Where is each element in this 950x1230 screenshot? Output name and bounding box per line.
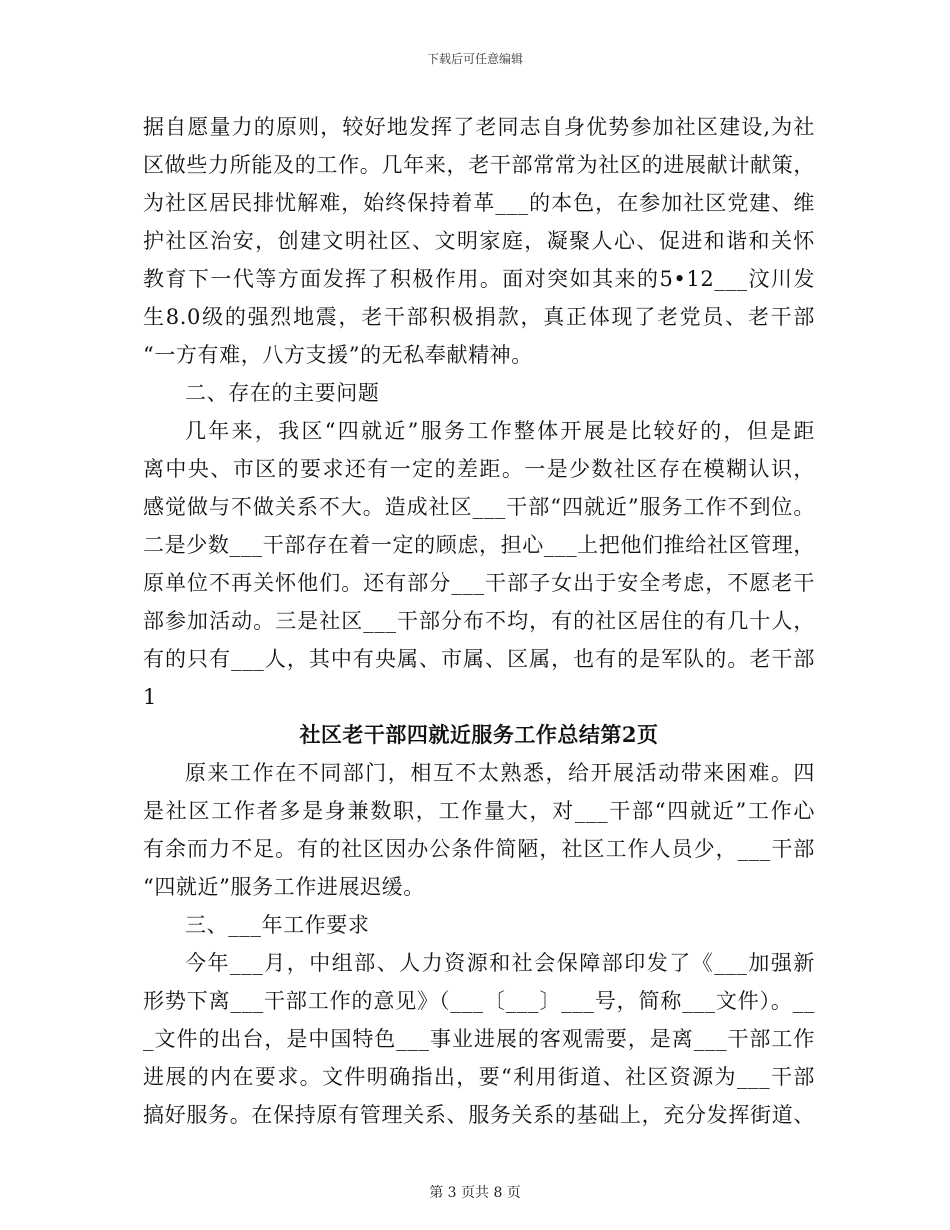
- page-header: 下载后可任意编辑: [426, 52, 523, 66]
- text-line: 是社区工作者多是身兼数职，工作量大，对___干部“四就近”工作心: [143, 799, 815, 823]
- text-line: 原来工作在不同部门，相互不太熟悉，给开展活动带来困难。四: [185, 761, 815, 785]
- text-line: 形势下离___干部工作的意见》（___〔___〕___号，简称___文件）。__: [143, 989, 815, 1013]
- page-footer: 第 3 页共 8 页: [429, 1185, 521, 1201]
- text-line: 今年___月，中组部、人力资源和社会保障部印发了《___加强新: [185, 951, 815, 975]
- text-line: 二、存在的主要问题: [185, 381, 380, 405]
- text-line: 生8.0级的强烈地震，老干部积极捐款，真正体现了老党员、老干部: [143, 305, 815, 329]
- text-line: 有余而力不足。有的社区因办公条件简陋，社区工作人员少，___干部: [143, 837, 815, 861]
- text-line: 为社区居民排忧解难，始终保持着革___的本色，在参加社区党建、维: [143, 191, 815, 215]
- text-line: 区做些力所能及的工作。几年来，老干部常常为社区的进展献计献策，: [143, 153, 815, 177]
- text-line: 部参加活动。三是社区___干部分布不均，有的社区居住的有几十人，: [143, 609, 815, 633]
- text-line: 教育下一代等方面发挥了积极作用。面对突如其来的5•12___汶川发: [143, 267, 815, 291]
- text-line: 三、___年工作要求: [185, 913, 370, 937]
- text-line: 搞好服务。在保持原有管理关系、服务关系的基础上，充分发挥街道、: [143, 1103, 815, 1127]
- page-marker: 1: [143, 685, 157, 709]
- text-line: _文件的出台，是中国特色___事业进展的客观需要，是离___干部工作: [143, 1027, 815, 1051]
- paragraph-block-1: [143, 108, 815, 678]
- text-line: 感觉做与不做关系不大。造成社区___干部“四就近”服务工作不到位。: [143, 495, 815, 519]
- document-body: [143, 108, 815, 1134]
- paragraph-block-2: [143, 754, 815, 1134]
- text-line: 二是少数___干部存在着一定的顾虑，担心___上把他们推给社区管理，: [143, 533, 815, 557]
- section-subtitle: 社区老干部四就近服务工作总结第2页: [299, 722, 659, 747]
- text-line: 有的只有___人，其中有央属、市属、区属，也有的是军队的。老干部: [143, 647, 815, 671]
- text-line: 离中央、市区的要求还有一定的差距。一是少数社区存在模糊认识，: [143, 457, 815, 481]
- text-line: 进展的内在要求。文件明确指出，要“利用街道、社区资源为___干部: [143, 1065, 815, 1089]
- text-line: 几年来，我区“四就近”服务工作整体开展是比较好的，但是距: [185, 419, 815, 443]
- text-line: “一方有难，八方支援”的无私奉献精神。: [143, 343, 533, 367]
- text-line: 原单位不再关怀他们。还有部分___干部子女出于安全考虑，不愿老干: [143, 571, 815, 595]
- text-line: 据自愿量力的原则，较好地发挥了老同志自身优势参加社区建设,为社: [143, 115, 815, 139]
- text-line: “四就近”服务工作进展迟缓。: [143, 875, 425, 899]
- text-line: 护社区治安，创建文明社区、文明家庭，凝聚人心、促进和谐和关怀: [143, 229, 815, 253]
